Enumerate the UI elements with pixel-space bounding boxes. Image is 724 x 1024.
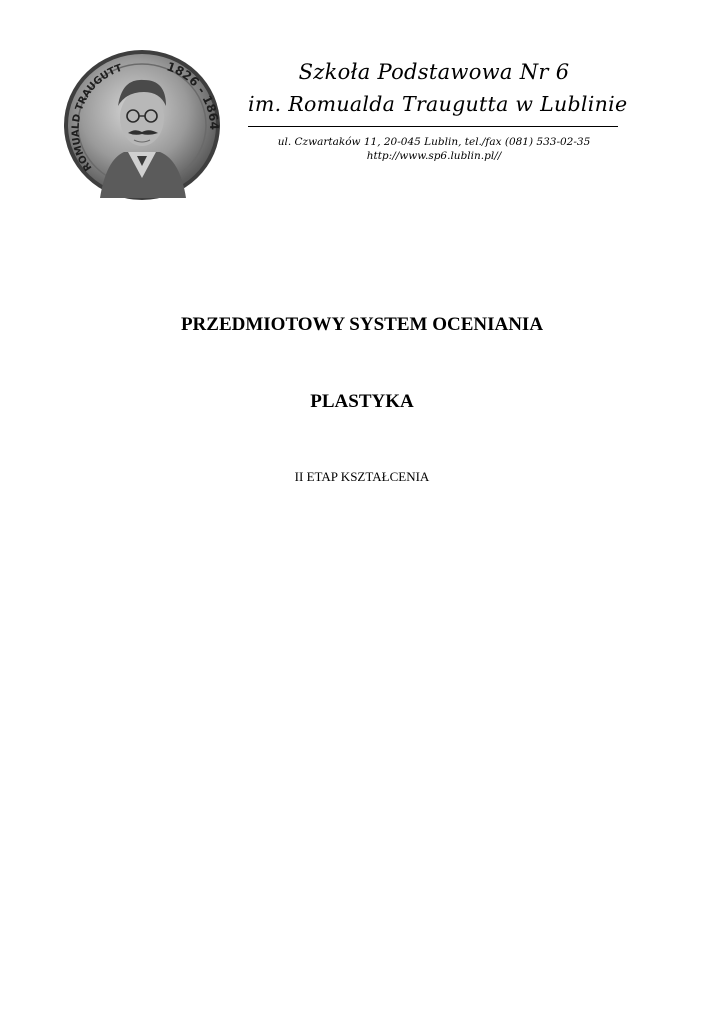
- document-title: PRZEDMIOTOWY SYSTEM OCENIANIA: [180, 314, 544, 335]
- medal-years-text: 1826 - 1864: [164, 59, 222, 131]
- school-website-link[interactable]: http://www.sp6.lublin.pl//: [366, 150, 502, 162]
- header-divider: [248, 126, 618, 127]
- school-address: ul. Czwartaków 11, 20-045 Lublin, tel./fax (081) 533-02-35: [277, 136, 591, 148]
- school-name-line1: Szkoła Podstawowa Nr 6: [298, 60, 570, 84]
- subject-title: PLASTYKA: [310, 391, 414, 412]
- school-header: [248, 56, 628, 163]
- education-stage: II ETAP KSZTAŁCENIA: [294, 469, 430, 484]
- medal-name-text: ROMUALD TRAUGUTT: [70, 62, 124, 173]
- school-name-line2: im. Romualda Traugutta w Lublinie: [248, 92, 628, 116]
- school-medal-logo: [62, 48, 222, 202]
